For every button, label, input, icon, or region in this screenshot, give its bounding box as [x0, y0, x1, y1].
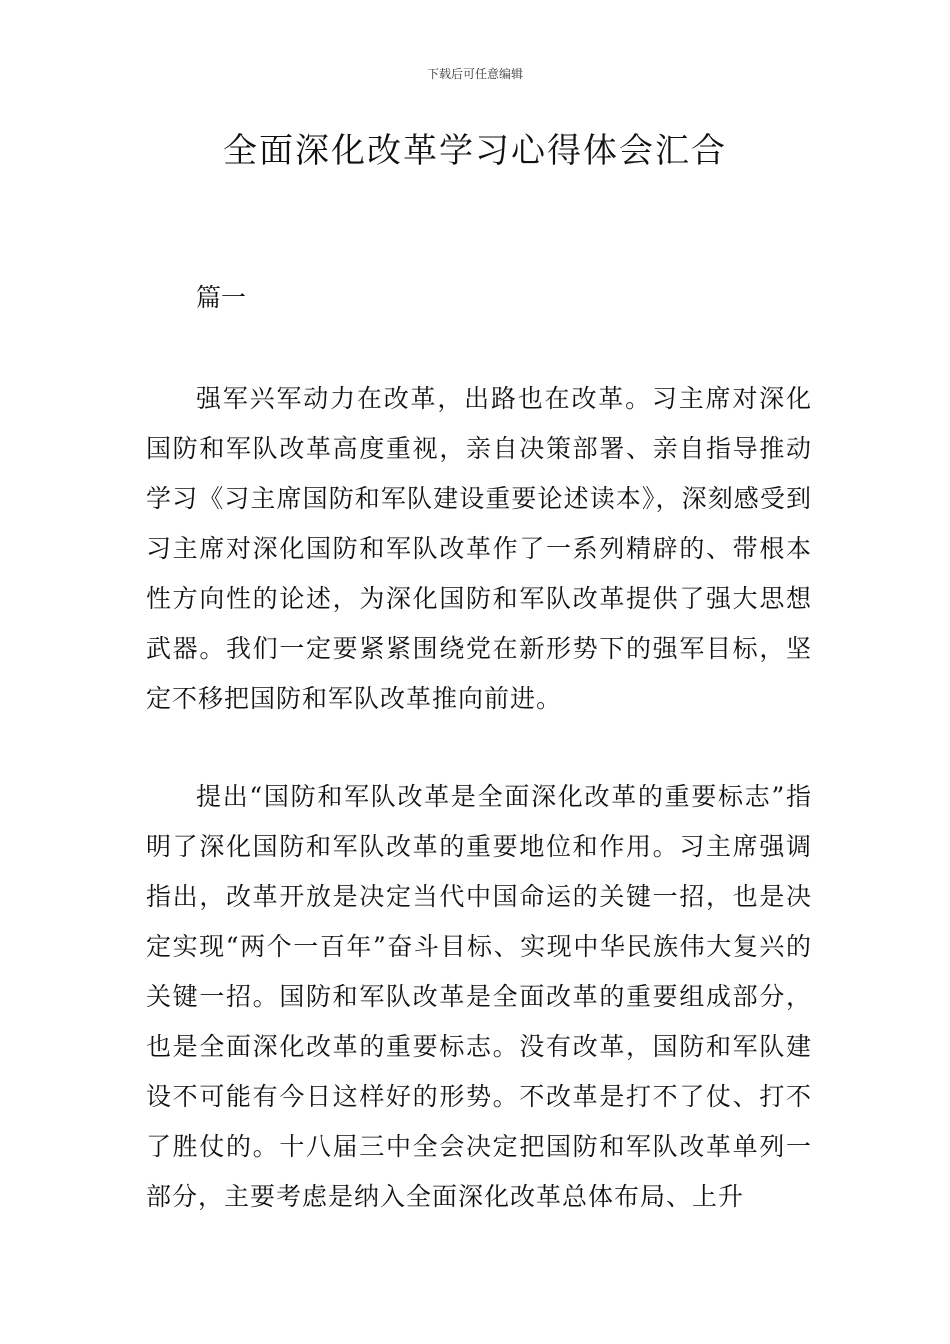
paragraph-2: 提出“国防和军队改革是全面深化改革的重要标志”指明了深化国防和军队改革的重要地位和作用。习主席强调指出，改革开放是决定当代中国命运的关键一招，也是决定实现“两个一百年”奋斗目标、实现中华民族伟大复兴的关键一招。国防和军队改革是全面改革的重要组成部分，也是全面深化改革的重要标志。没有改革，国防和军队建设不可能有今日这样好的形势。不改革是打不了仗、打不了胜仗的。十八届三中全会决定把国防和军队改革单列一部分，主要考虑是纳入全面深化改革总体布局、上升 [146, 782, 812, 1211]
header-note: 下载后可任意编辑 [426, 67, 523, 81]
paragraph-1: 强军兴军动力在改革，出路也在改革。习主席对深化国防和军队改革高度重视，亲自决策部署、亲自指导推动学习《习主席国防和军队建设重要论述读本》，深刻感受到习主席对深化国防和军队改革作了一系列精辟的、带根本性方向性的论述，为深化国防和军队改革提供了强大思想武器。我们一定要紧紧围绕党在新形势下的强军目标，坚定不移把国防和军队改革推向前进。 [146, 384, 812, 713]
section-label: 篇一 [196, 283, 247, 312]
document-title: 全面深化改革学习心得体会汇合 [223, 131, 727, 171]
